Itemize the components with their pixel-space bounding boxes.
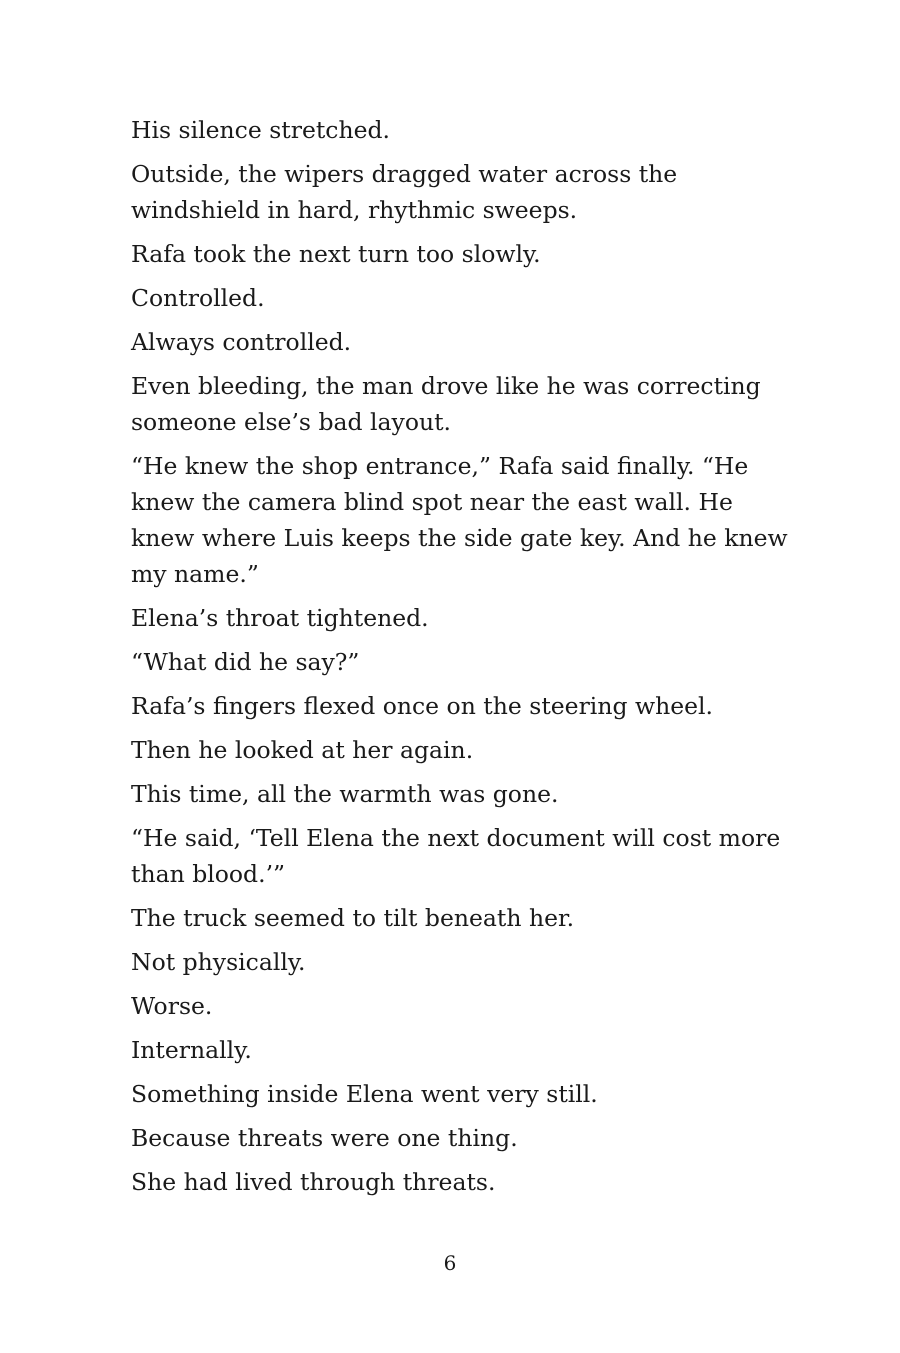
paragraph: Rafa took the next turn too slowly. (131, 240, 541, 268)
paragraph: Then he looked at her again. (131, 736, 474, 764)
paragraph: Worse. (131, 992, 213, 1020)
paragraph: Elena’s throat tightened. (131, 604, 429, 632)
paragraph: Even bleeding, the man drove like he was correcting someone else’s bad layout. (131, 372, 761, 436)
paragraph: This time, all the warmth was gone. (131, 780, 559, 808)
paragraph: Because threats were one thing. (131, 1124, 518, 1152)
page-number: 6 (443, 1251, 457, 1275)
paragraph: His silence stretched. (131, 116, 391, 144)
paragraph: Controlled. (131, 284, 265, 312)
paragraph: “He knew the shop entrance,” Rafa said finally. “He knew the camera blind spot near the east wall. He knew where Luis keeps the side gate key. And he knew my name.” (131, 452, 788, 588)
paragraph: “What did he say?” (131, 648, 360, 676)
paragraph: Outside, the wipers dragged water across the windshield in hard, rhythmic sweeps. (131, 160, 678, 224)
paragraph: Always controlled. (131, 328, 352, 356)
paragraph: Rafa’s fingers flexed once on the steering wheel. (131, 692, 714, 720)
paragraph: Something inside Elena went very still. (131, 1080, 598, 1108)
paragraph: “He said, ‘Tell Elena the next document will cost more than blood.’” (131, 824, 781, 888)
paragraph: She had lived through threats. (131, 1168, 496, 1196)
paragraph: Internally. (131, 1036, 252, 1064)
paragraph: The truck seemed to tilt beneath her. (131, 904, 575, 932)
paragraph: Not physically. (131, 948, 306, 976)
page-body (131, 112, 791, 1208)
